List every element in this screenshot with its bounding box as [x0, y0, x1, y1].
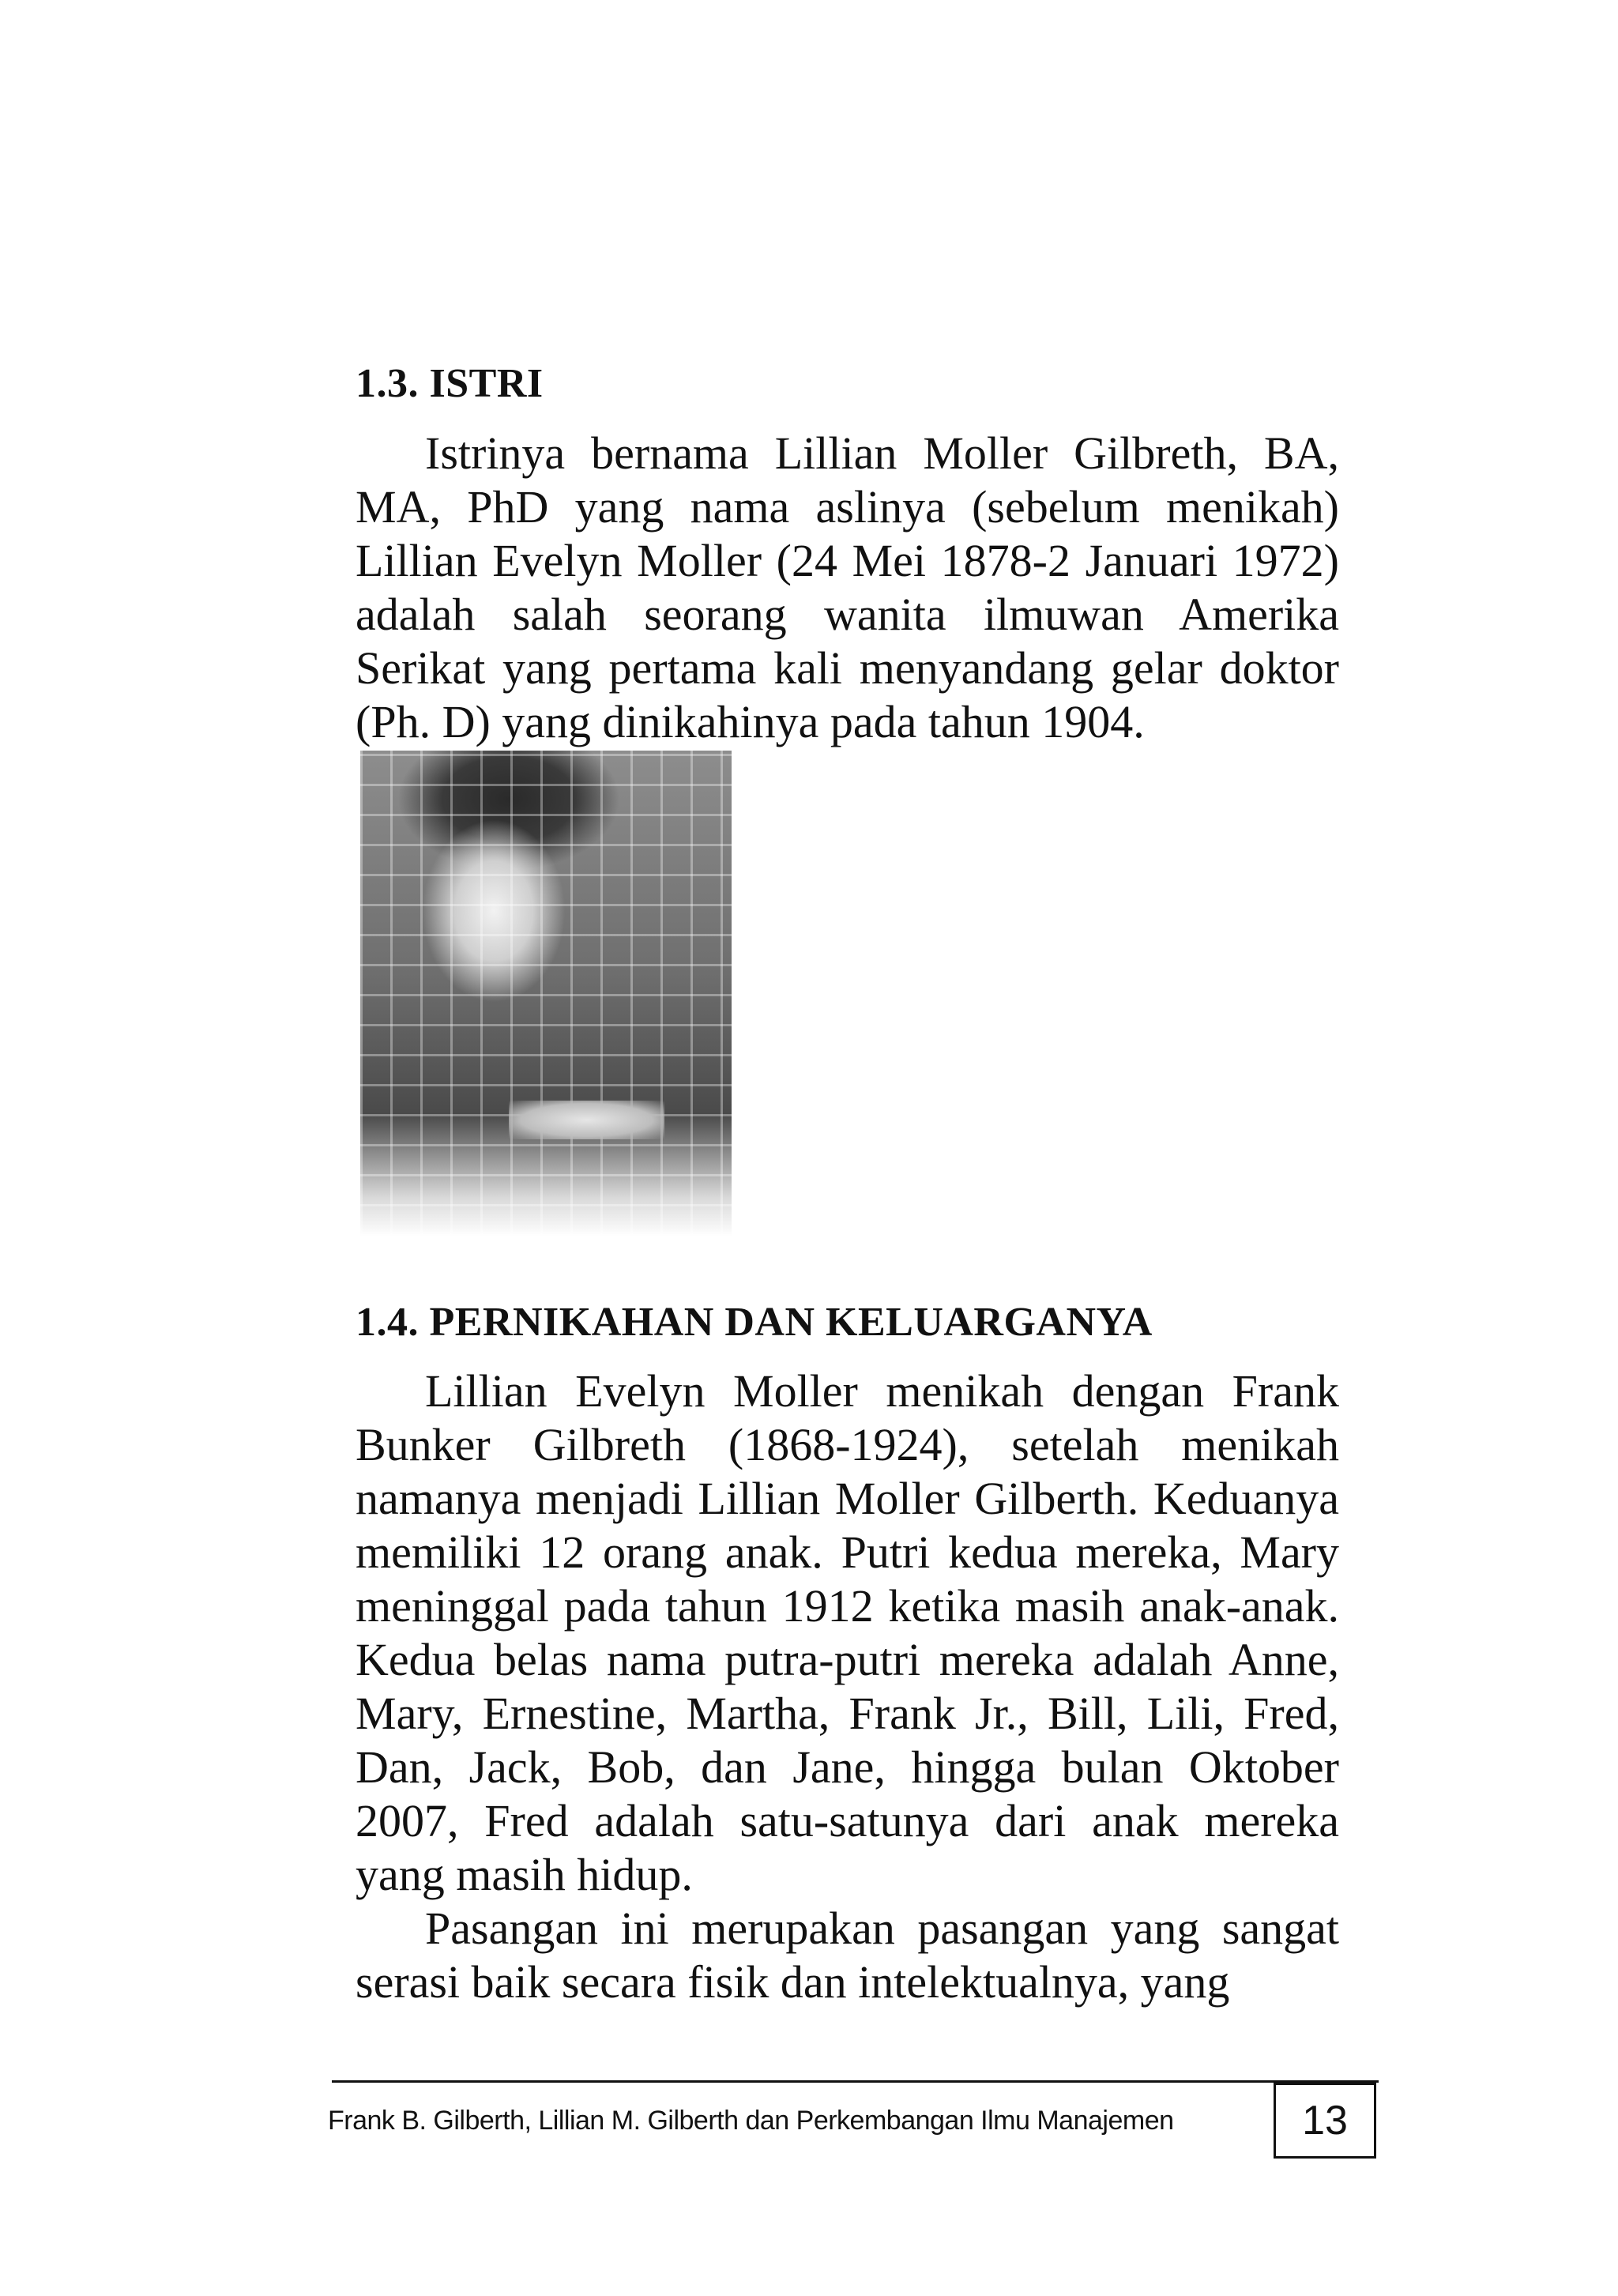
portrait-photo-lillian	[360, 751, 732, 1236]
section-body-pernikahan	[356, 1364, 1339, 2009]
section-heading-istri: 1.3. ISTRI	[356, 361, 544, 406]
photo-texture	[360, 751, 732, 1236]
section-heading-pernikahan: 1.4. PERNIKAHAN DAN KELUARGANYA	[356, 1300, 1153, 1345]
paragraph: Pasangan ini merupakan pasangan yang sangat serasi baik secara fisik dan intelektualnya, yang	[356, 1903, 1339, 2008]
paragraph: Lillian Evelyn Moller menikah dengan Frank Bunker Gilbreth (1868-1924), setelah menikah namanya menjadi Lillian Moller Gilberth. Keduanya memiliki 12 orang anak. Putri kedua mereka, Mary meninggal pada tahun 1912 ketika masih anak-anak. Kedua belas nama putra-putri mereka adalah Anne, Mary, Ernestine, Martha, Frank Jr., Bill, Lili, Fred, Dan, Jack, Bob, dan Jane, hingga bulan Oktober 2007, Fred adalah satu-satunya dari anak mereka yang masih hidup.	[356, 1365, 1339, 1900]
footer-divider	[332, 2080, 1379, 2083]
section-body-istri	[356, 427, 1339, 749]
page-number: 13	[1274, 2083, 1376, 2159]
footer-book-title: Frank B. Gilberth, Lillian M. Gilberth dan Perkembangan Ilmu Manajemen	[328, 2106, 1174, 2136]
paragraph: Istrinya bernama Lillian Moller Gilbreth, BA, MA, PhD yang nama aslinya (sebelum menikah) Lillian Evelyn Moller (24 Mei 1878-2 Januari 1972) adalah salah seorang wanita ilmuwan Amerika Serikat yang pertama kali menyandang gelar doktor (Ph. D) yang dinikahinya pada tahun 1904.	[356, 427, 1339, 747]
photo-hands-highlight	[509, 1101, 664, 1139]
